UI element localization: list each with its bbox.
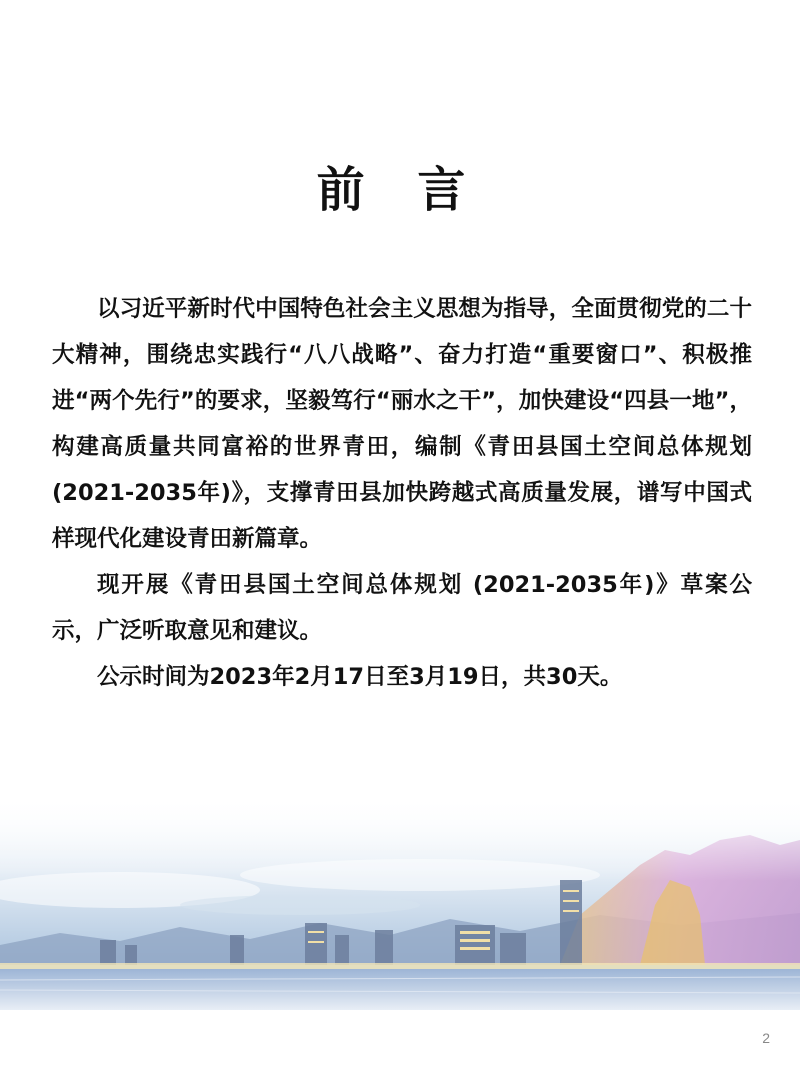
preface-paragraph-1: 以习近平新时代中国特色社会主义思想为指导，全面贯彻党的二十大精神，围绕忠实践行“八八战略”、奋力打造“重要窗口”、积极推进“两个先行”的要求，坚毅笃行“丽水之干”，加快建设“四县一地”，构建高质量共同富裕的世界青田，编制《青田县国土空间总体规划 (2021-2035年)》，支撑青田县加快跨越式高质量发展，谱写中国式样现代化建设青田新篇章。: [52, 296, 752, 552]
page-title: 前 言: [316, 162, 484, 218]
page-number: 2: [762, 1030, 770, 1046]
preface-paragraph-2: 现开展《青田县国土空间总体规划 (2021-2035年)》草案公示，广泛听取意见和建议。: [52, 572, 752, 644]
preface-body: [52, 286, 752, 700]
city-skyline-image: [0, 795, 800, 1010]
preface-paragraph-3: 公示时间为2023年2月17日至3月19日，共30天。: [97, 664, 623, 690]
skyline-illustration: [0, 795, 800, 1010]
